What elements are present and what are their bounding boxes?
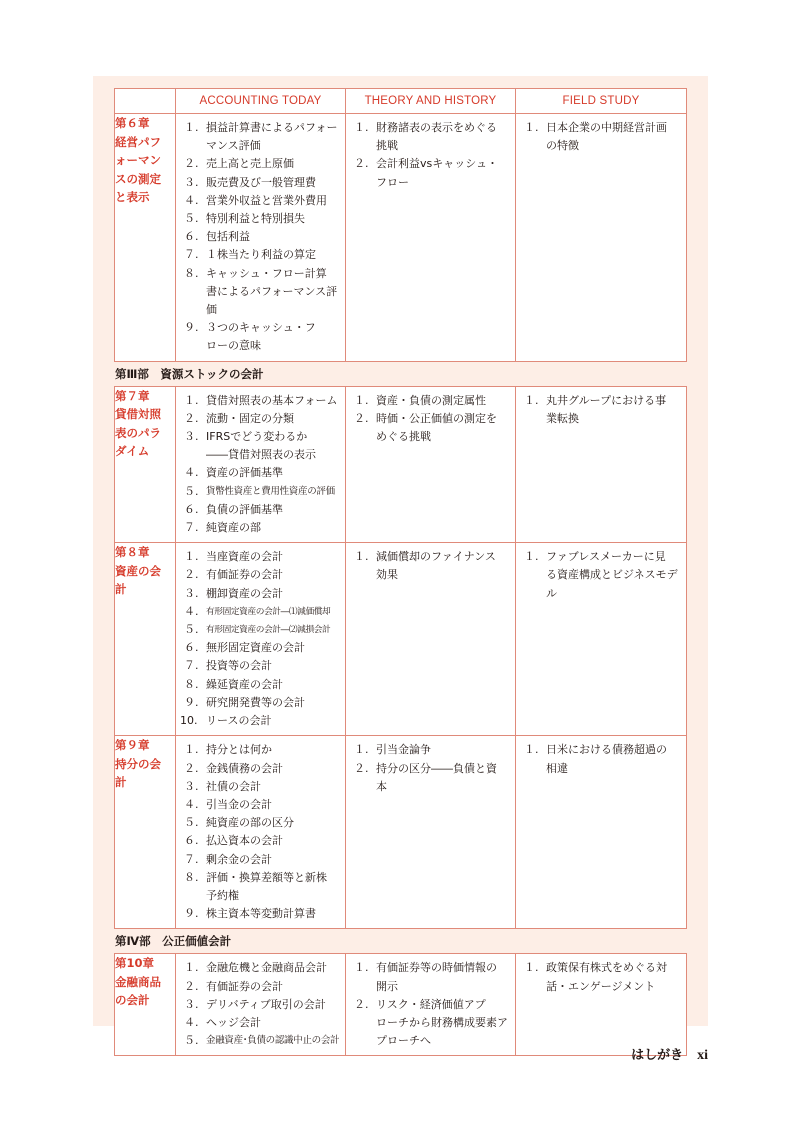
chapter-title-line: 経営パフ (115, 134, 161, 149)
field-cell (516, 954, 687, 1056)
item-text: デリバティブ取引の会計 (206, 997, 326, 1011)
running-title: はしがき (631, 1048, 684, 1063)
chapter-title-line: 金融商品 (115, 974, 161, 989)
item-number: １. (184, 550, 199, 564)
item-text: 包括利益 (206, 230, 250, 244)
list-item (176, 392, 341, 410)
item-text: 研究開発費等の会計 (206, 695, 305, 709)
today-cell (176, 114, 346, 362)
list-item (176, 603, 341, 621)
item-text: 貸借対照表の基本フォーム (206, 393, 338, 407)
item-text: 予約権 (206, 888, 239, 902)
contents-table (114, 953, 687, 1056)
item-text: 当座資産の会計 (206, 550, 283, 564)
item-number: １. (354, 550, 369, 564)
list-item (176, 174, 341, 192)
list-item (346, 959, 511, 995)
item-number: １. (184, 121, 199, 134)
list-item (346, 410, 511, 446)
item-text: 販売費及び一般管理費 (206, 175, 316, 189)
list-item (176, 519, 341, 537)
chapter-title (115, 543, 176, 736)
item-text: の特徴 (546, 139, 579, 153)
item-text: 営業外収益と営業外費用 (206, 193, 327, 207)
item-number: ６. (184, 834, 199, 848)
list-item (176, 639, 341, 657)
list-item (176, 760, 341, 778)
contents-table (114, 88, 687, 362)
item-text: 流動・固定の分類 (206, 411, 294, 425)
item-number: ６. (184, 641, 199, 655)
list-item (176, 832, 341, 850)
item-number: ４. (184, 797, 199, 811)
list-item (346, 760, 511, 796)
list-item (176, 210, 341, 228)
item-text: 開示 (376, 979, 398, 993)
header-empty (115, 89, 176, 114)
item-number: １. (184, 961, 199, 975)
list-item (176, 585, 341, 603)
item-text: 相違 (546, 761, 568, 775)
theory-list (346, 543, 515, 589)
contents-table (114, 386, 687, 930)
today-cell (176, 954, 346, 1056)
chapter-title-line: ダイム (115, 444, 150, 459)
item-number: ３. (184, 586, 199, 600)
header-field-study: FIELD STUDY (516, 89, 687, 114)
item-number: １. (524, 121, 539, 134)
item-text: 本 (376, 779, 387, 793)
item-text: プローチへ (376, 1034, 431, 1048)
list-item (176, 566, 341, 584)
chapter-title-line: 資産の会 (115, 563, 161, 578)
theory-list (346, 114, 515, 197)
item-text: 無形固定資産の会計 (206, 641, 305, 655)
item-number: ３. (184, 997, 199, 1011)
list-item (176, 410, 341, 428)
contents-table-wrapper (114, 88, 686, 1056)
page-footer (631, 1044, 708, 1064)
list-item (176, 959, 341, 977)
header-row (115, 89, 687, 114)
list-item (176, 319, 341, 355)
chapter-row (115, 543, 687, 736)
item-text: 効果 (376, 568, 398, 582)
list-item (176, 851, 341, 869)
item-text: ル (546, 586, 557, 600)
chapter-title-line: スの測定 (115, 171, 161, 186)
item-text: 日米における債務超過の (546, 743, 667, 757)
field-list (516, 114, 686, 160)
list-item (176, 996, 341, 1014)
list-item (516, 392, 682, 428)
list-item (516, 548, 682, 603)
item-text: 払込資本の会計 (206, 834, 283, 848)
chapter-title-line: 貸借対照 (115, 407, 161, 422)
item-text: ローの意味 (206, 339, 261, 353)
chapter-title-line: 持分の会 (115, 756, 161, 771)
item-number: １. (354, 121, 369, 134)
item-text: めぐる挑戦 (376, 430, 431, 444)
field-list (516, 736, 686, 782)
item-number: ７. (184, 521, 199, 535)
item-text: 有価証券の会計 (206, 979, 283, 993)
header-theory-history: THEORY AND HISTORY (346, 89, 516, 114)
list-item (346, 996, 511, 1051)
item-text: 有形固定資産の会計―⑴減価償却 (206, 606, 331, 617)
list-item (176, 483, 341, 501)
today-list (176, 736, 345, 928)
list-item (176, 119, 341, 155)
list-item (176, 814, 341, 832)
item-text: 損益計算書によるパフォー (206, 121, 338, 134)
chapter-title-line: 計 (115, 582, 127, 597)
list-item (176, 246, 341, 264)
today-cell (176, 386, 346, 543)
item-number: １. (524, 743, 539, 757)
item-text: フロー (376, 175, 409, 189)
list-item (516, 741, 682, 777)
item-text: IFRSでどう変わるか (206, 430, 308, 444)
list-item (346, 392, 511, 410)
item-text: 会計利益vsキャッシュ・ (376, 157, 499, 171)
chapter-title-line: 第６章 (115, 116, 150, 130)
item-text: リースの会計 (206, 714, 272, 728)
list-item (346, 155, 511, 191)
list-item (176, 694, 341, 712)
list-item (176, 464, 341, 482)
item-text: 投資等の会計 (206, 659, 272, 673)
field-cell (516, 543, 687, 736)
item-text: 業転換 (546, 411, 579, 425)
chapter-title-line: 第８章 (115, 545, 150, 560)
chapter-title-line: の会計 (115, 993, 150, 1008)
theory-list (346, 736, 515, 801)
field-list (516, 387, 686, 433)
today-list (176, 543, 345, 735)
list-item (176, 228, 341, 246)
item-text: 挑戦 (376, 139, 398, 153)
item-number: ８. (184, 870, 199, 884)
chapter-title-line: 表のパラ (115, 425, 161, 440)
item-text: 政策保有株式をめぐる対 (546, 961, 667, 975)
header-accounting-today: ACCOUNTING TODAY (176, 89, 346, 114)
item-text: マンス評価 (206, 139, 261, 153)
list-item (346, 119, 511, 155)
item-text: 売上高と売上原価 (206, 157, 294, 171)
item-text: 引当金の会計 (206, 797, 272, 811)
item-number: ２. (184, 761, 199, 775)
today-list (176, 954, 345, 1055)
item-number: ７. (184, 659, 199, 673)
list-item (176, 657, 341, 675)
field-cell (516, 114, 687, 362)
part-heading: 第Ⅳ部 公正価値会計 (115, 934, 232, 949)
list-item (176, 265, 341, 320)
item-number: １. (524, 393, 539, 407)
chapter-title-line: 計 (115, 775, 127, 790)
item-number: ６. (184, 502, 199, 516)
theory-cell (346, 954, 516, 1056)
item-number: ２. (184, 157, 199, 171)
today-list (176, 114, 345, 361)
item-text: 財務諸表の表示をめぐる (376, 121, 497, 134)
item-text: ヘッジ会計 (206, 1015, 261, 1029)
item-text: 有価証券の会計 (206, 568, 283, 582)
list-item (176, 548, 341, 566)
item-text: ３つのキャッシュ・フ (206, 321, 316, 335)
item-number: ２. (354, 157, 369, 171)
list-item (176, 621, 341, 639)
list-item (176, 155, 341, 173)
item-text: 特別利益と特別損失 (206, 212, 305, 226)
chapter-title-line: ォーマン (115, 153, 161, 167)
item-text: 時価・公正価値の測定を (376, 411, 497, 425)
item-number: 10. (180, 714, 198, 728)
list-item (176, 1014, 341, 1032)
list-item (176, 712, 341, 730)
field-cell (516, 736, 687, 929)
item-number: １. (524, 961, 539, 975)
item-number: ２. (354, 997, 369, 1011)
part-heading: 第Ⅲ部 資源ストックの会計 (115, 366, 264, 381)
list-item (176, 869, 341, 905)
chapter-title-line: 第９章 (115, 738, 150, 753)
field-cell (516, 386, 687, 543)
item-text: 金融危機と金融商品会計 (206, 961, 327, 975)
list-item (516, 119, 682, 155)
item-text: ローチから財務構成要素ア (376, 1015, 508, 1029)
item-text: ――貸借対照表の表示 (206, 448, 316, 462)
item-number: ３. (184, 779, 199, 793)
theory-list (346, 954, 515, 1055)
item-number: １. (354, 961, 369, 975)
item-text: 負債の評価基準 (206, 502, 283, 516)
today-list (176, 387, 345, 543)
item-number: １. (354, 393, 369, 407)
item-number: ４. (184, 604, 199, 618)
list-item (176, 501, 341, 519)
theory-cell (346, 736, 516, 929)
chapter-title (115, 386, 176, 543)
item-number: １. (524, 550, 539, 564)
theory-cell (346, 543, 516, 736)
item-number: ２. (184, 979, 199, 993)
chapter-title (115, 954, 176, 1056)
item-number: ３. (184, 175, 199, 189)
item-text: 金融資産･負債の認識中止の会計 (206, 1035, 340, 1047)
item-text: ファブレスメーカーに見 (546, 550, 666, 564)
chapter-row (115, 736, 687, 929)
item-number: ９. (184, 321, 199, 335)
item-text: 丸井グループにおける事 (546, 393, 667, 407)
item-text: 資産の評価基準 (206, 466, 283, 480)
item-text: 貨幣性資産と費用性資産の評価 (206, 485, 335, 497)
item-text: 有形固定資産の会計―⑵減損会計 (206, 625, 331, 636)
item-number: ２. (184, 568, 199, 582)
list-item (176, 778, 341, 796)
item-text: １株当たり利益の算定 (206, 248, 316, 262)
item-text: 株主資本等変動計算書 (206, 907, 316, 921)
item-number: ５. (184, 212, 199, 226)
item-text: 繰延資産の会計 (206, 677, 283, 691)
theory-list (346, 387, 515, 452)
item-text: 引当金論争 (376, 743, 431, 757)
chapter-row (115, 114, 687, 362)
item-number: ７. (184, 248, 199, 262)
chapter-row (115, 386, 687, 543)
item-number: ４. (184, 1015, 199, 1029)
item-text: 社債の会計 (206, 779, 261, 793)
list-item (176, 192, 341, 210)
item-text: リスク・経済価値アプ (376, 997, 486, 1011)
item-number: ２. (184, 411, 199, 425)
list-item (176, 1032, 341, 1050)
item-text: キャッシュ・フロー計算 (206, 266, 327, 280)
list-item (176, 676, 341, 694)
item-text: 棚卸資産の会計 (206, 586, 283, 600)
item-text: 評価・換算差額等と新株 (206, 870, 327, 884)
item-number: １. (184, 743, 199, 757)
item-number: ９. (184, 907, 199, 921)
list-item (176, 978, 341, 996)
item-number: １. (354, 743, 369, 757)
chapter-title-line: 第７章 (115, 388, 150, 403)
item-text: 資産・負債の測定属性 (376, 393, 486, 407)
item-number: ５. (184, 623, 199, 637)
list-item (176, 905, 341, 923)
page-number: xi (697, 1048, 708, 1063)
item-number: ６. (184, 230, 199, 244)
field-list (516, 543, 686, 608)
item-text: 日本企業の中期経営計画 (546, 121, 667, 134)
item-number: ４. (184, 193, 199, 207)
field-list (516, 954, 686, 1000)
item-number: １. (184, 393, 199, 407)
item-text: 持分の区分――負債と資 (376, 761, 497, 775)
item-text: る資産構成とビジネスモデ (546, 568, 678, 582)
item-number: ５. (184, 816, 199, 830)
list-item (346, 741, 511, 759)
list-item (516, 959, 682, 995)
list-item (346, 548, 511, 584)
item-text: 剰余金の会計 (206, 852, 272, 866)
chapter-title-line: と表示 (115, 190, 150, 204)
item-number: ４. (184, 466, 199, 480)
item-number: ７. (184, 852, 199, 866)
item-text: 書によるパフォーマンス評価 (206, 284, 338, 317)
chapter-row (115, 954, 687, 1056)
item-text: 持分とは何か (206, 743, 272, 757)
list-item (176, 741, 341, 759)
item-text: 金銭債務の会計 (206, 761, 283, 775)
theory-cell (346, 114, 516, 362)
item-number: ８. (184, 266, 199, 280)
theory-cell (346, 386, 516, 543)
item-text: 話・エンゲージメント (546, 979, 656, 993)
item-text: 減価償却のファイナンス (376, 550, 496, 564)
item-text: 有価証券等の時価情報の (376, 961, 497, 975)
item-number: ２. (354, 761, 369, 775)
item-number: ５. (184, 484, 199, 498)
item-number: ５. (184, 1034, 199, 1048)
item-text: 純資産の部の区分 (206, 816, 294, 830)
chapter-title-line: 第10章 (115, 956, 155, 971)
item-number: ２. (354, 411, 369, 425)
today-cell (176, 736, 346, 929)
item-number: ３. (184, 430, 199, 444)
list-item (176, 428, 341, 464)
item-number: ８. (184, 677, 199, 691)
item-number: ９. (184, 695, 199, 709)
item-text: 純資産の部 (206, 521, 261, 535)
list-item (176, 796, 341, 814)
today-cell (176, 543, 346, 736)
chapter-title (115, 114, 176, 362)
chapter-title (115, 736, 176, 929)
